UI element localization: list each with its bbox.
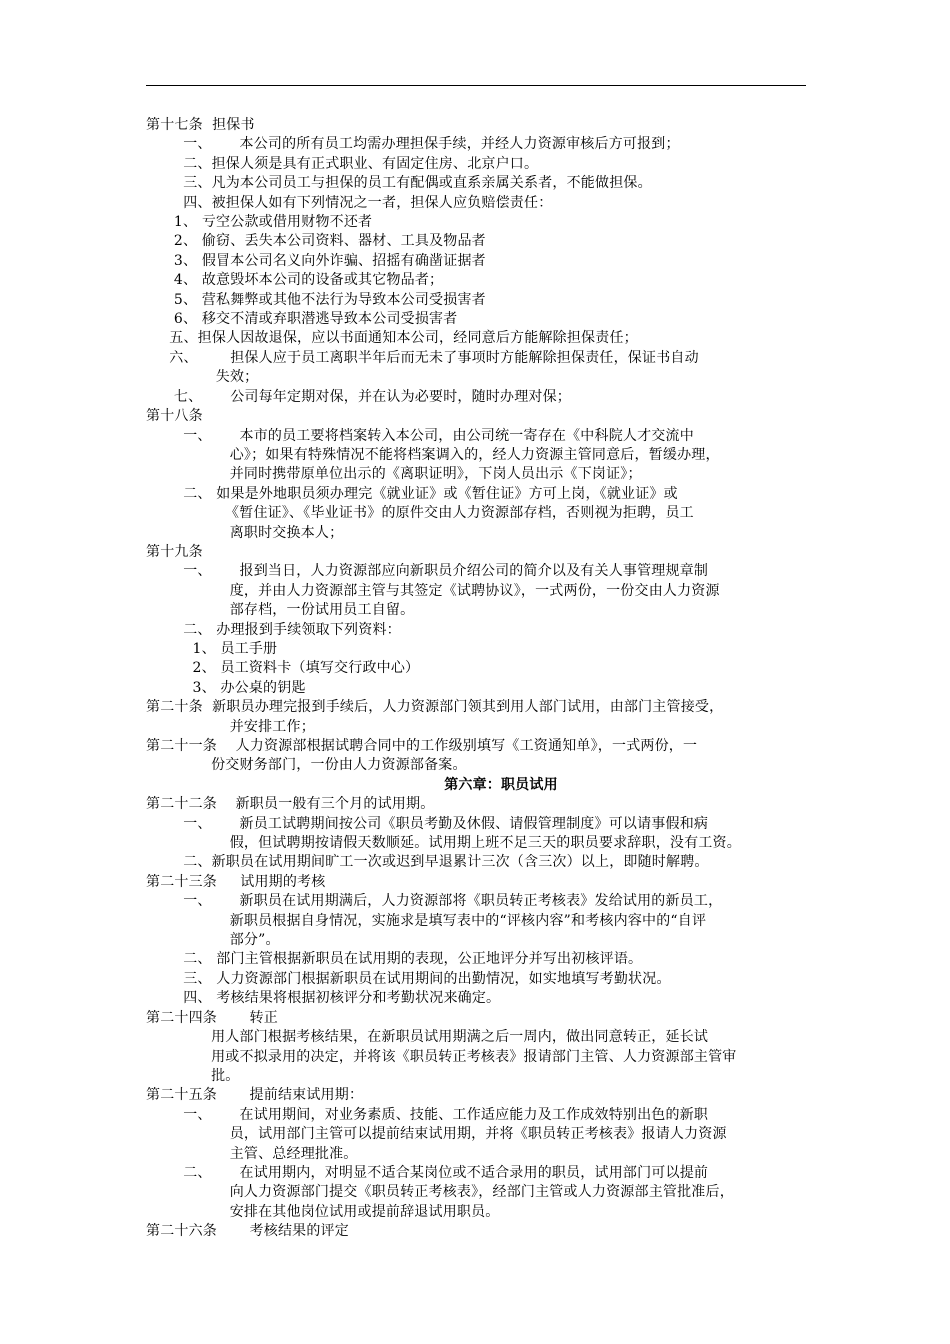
document-line: 1、 员工手册 (146, 640, 278, 657)
chapter-heading: 第六章：职员试用 (444, 776, 558, 793)
document-line: 3、 假冒本公司名义向外诈骗、招摇有确凿证据者 (146, 252, 486, 269)
document-line: 主管、总经理批准。 (146, 1145, 358, 1162)
document-line: 第二十一条 人力资源部根据试聘合同中的工作级别填写《工资通知单》，一式两份，一 (146, 738, 698, 754)
document-line: 并同时携带原单位出示的《离职证明》，下岗人员出示《下岗证》； (146, 466, 642, 483)
document-line: 四、被担保人如有下列情况之一者，担保人应负赔偿责任： (146, 194, 553, 211)
document-body (146, 116, 816, 1242)
document-line: 一、 在试用期间，对业务素质、技能、工作适应能力及工作成效特别出色的新职 (146, 1106, 709, 1123)
document-line: 三、凡为本公司员工与担保的员工有配偶或直系亲属关系者，不能做担保。 (146, 175, 652, 192)
document-line: 失效； (146, 369, 259, 386)
document-line: 四、 考核结果将根据初核评分和考勤状况来确定。 (146, 990, 501, 1007)
header-rule (146, 85, 806, 86)
document-line: 二、 如果是外地职员须办理完《就业证》或《暂住证》方可上岗，《就业证》或 (146, 485, 678, 502)
document-line: 二、 部门主管根据新职员在试用期的表现，公正地评分并写出初核评语。 (146, 951, 643, 968)
document-line: 部存档，一份试用员工自留。 (146, 602, 415, 619)
document-line: 一、 新员工试聘期间按公司《职员考勤及休假、请假管理制度》可以请事假和病 (146, 815, 709, 832)
document-line: 第二十五条 提前结束试用期： (146, 1087, 364, 1104)
document-line: 3、 办公桌的钥匙 (146, 679, 306, 696)
document-line: 五、担保人因故退保，应以书面通知本公司，经同意后方能解除担保责任； (146, 330, 638, 347)
document-line: 份交财务部门，一份由人力资源部备案。 (146, 757, 467, 774)
document-line: 4、 故意毁坏本公司的设备或其它物品者； (146, 272, 444, 289)
document-line: 第十七条 担保书 (146, 117, 255, 133)
document-line: 二、 办理报到手续领取下列资料： (146, 621, 401, 638)
document-line: 三、 人力资源部门根据新职员在试用期间的出勤情况，如实地填写考勤状况。 (146, 970, 671, 987)
document-line: 二、担保人须是具有正式职业、有固定住房、北京户口。 (146, 155, 539, 172)
document-line: 第二十三条 试用期的考核 (146, 873, 326, 890)
document-line: 一、 本市的员工要将档案转入本公司，由公司统一寄存在《中科院人才交流中 (146, 427, 694, 444)
document-line: 心》；如果有特殊情况不能将档案调入的，经人力资源主管同意后，暂缓办理， (146, 446, 720, 463)
document-line: 用人部门根据考核结果，在新职员试用期满之后一周内，做出同意转正，延长试 (146, 1029, 709, 1046)
document-line: 《暂住证》、《毕业证书》的原件交由人力资源部存档，否则视为拒聘，员工 (146, 505, 694, 522)
document-line: 并安排工作； (146, 718, 315, 735)
document-line: 二、新职员在试用期间旷工一次或迟到早退累计三次（含三次）以上，即随时解聘。 (146, 854, 709, 871)
document-line: 6、 移交不清或弃职潜逃导致本公司受损害者 (146, 311, 458, 328)
document-line: 向人力资源部门提交《职员转正考核表》，经部门主管或人力资源部主管批准后， (146, 1184, 734, 1201)
document-line: 安排在其他岗位试用或提前辞退试用职员。 (146, 1203, 500, 1220)
document-line: 度，并由人力资源部主管与其签定《试聘协议》，一式两份，一份交由人力资源 (146, 582, 720, 599)
document-line: 六、 担保人应于员工离职半年后而无未了事项时方能解除担保责任，保证书自动 (146, 349, 699, 366)
document-line: 第二十六条 考核结果的评定 (146, 1223, 349, 1240)
document-line: 部分”。 (146, 932, 280, 949)
document-line: 1、 亏空公款或借用财物不还者 (146, 214, 373, 231)
document-line: 员，试用部门主管可以提前结束试用期，并将《职员转正考核表》报请人力资源 (146, 1126, 727, 1143)
document-line: 5、 营私舞弊或其他不法行为导致本公司受损害者 (146, 291, 486, 308)
document-line: 新职员根据自身情况，实施求是填写表中的“评核内容”和考核内容中的“自评 (146, 912, 707, 929)
document-line: 假，但试聘期按请假天数顺延。试用期上班不足三天的职员要求辞职，没有工资。 (146, 835, 741, 852)
document-line: 离职时交换本人； (146, 524, 344, 541)
document-line: 第十九条 (146, 543, 203, 560)
document-line: 一、 本公司的所有员工均需办理担保手续，并经人力资源审核后方可报到； (146, 136, 680, 153)
document-line: 2、 偷窃、丢失本公司资料、器材、工具及物品者 (146, 233, 486, 250)
document-line: 用或不拟录用的决定，并将该《职员转正考核表》报请部门主管、人力资源部主管审 (146, 1048, 737, 1065)
document-line: 第十八条 (146, 408, 203, 425)
document-line: 一、 新职员在试用期满后，人力资源部将《职员转正考核表》发给试用的新员工， (146, 893, 723, 910)
document-line: 第二十四条 转正 (146, 1009, 278, 1026)
document-line: 第二十条 新职员办理完报到手续后，人力资源部门领其到用人部门试用，由部门主管接受， (146, 699, 724, 716)
document-line: 七、 公司每年定期对保，并在认为必要时，随时办理对保； (146, 388, 572, 405)
document-line: 一、 报到当日，人力资源部应向新职员介绍公司的简介以及有关人事管理规章制 (146, 563, 709, 580)
document-line: 2、 员工资料卡（填写交行政中心） (146, 660, 420, 677)
document-line: 二、 在试用期内，对明显不适合某岗位或不适合录用的职员，试用部门可以提前 (146, 1164, 709, 1181)
document-line: 批。 (146, 1067, 240, 1084)
document-line: 第二十二条 新职员一般有三个月的试用期。 (146, 796, 435, 813)
